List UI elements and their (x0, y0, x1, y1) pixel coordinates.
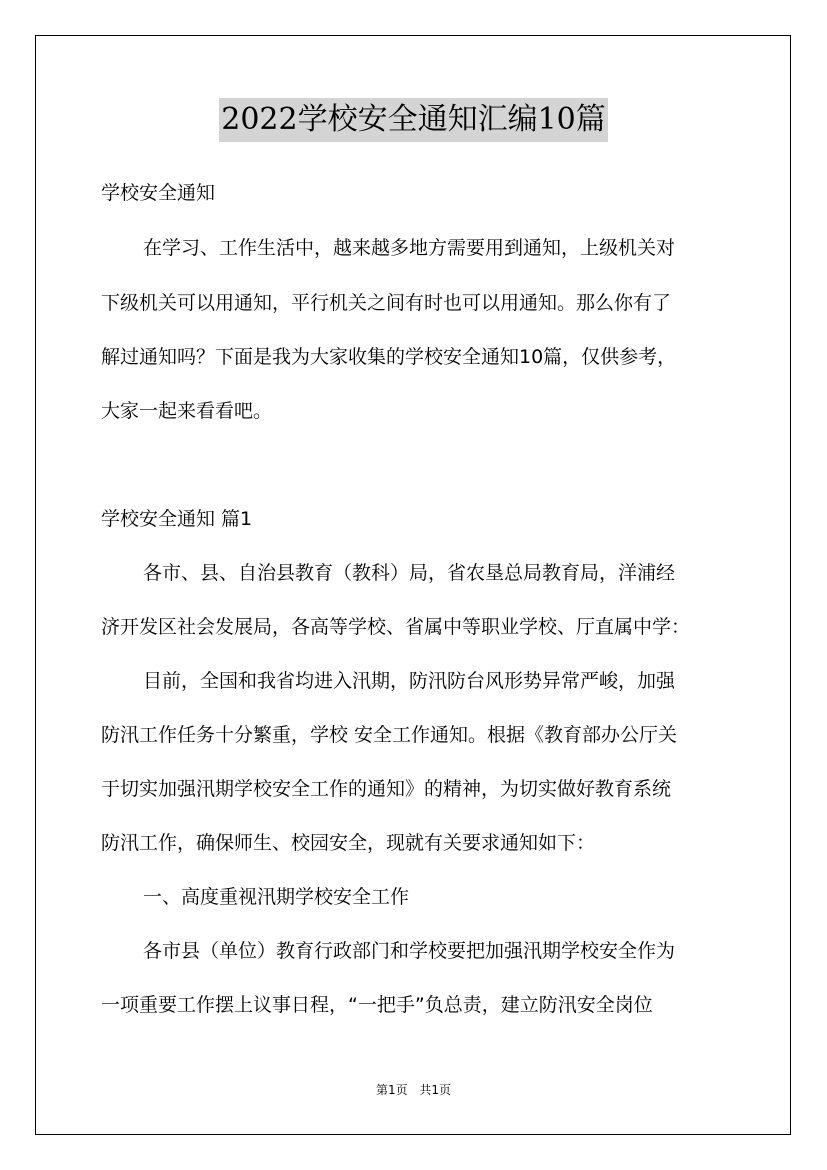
section-heading-intro: 学校安全通知 (101, 182, 216, 204)
page-number-current: 第1页 (375, 1083, 408, 1097)
section-heading-part1: 学校安全通知 篇1 (101, 508, 253, 530)
paragraph-line: 防汛工作任务十分繁重，学校 安全工作通知。根据《教育部办公厅关 (101, 724, 678, 746)
title-container (0, 98, 827, 142)
subsection-heading: 一、高度重视汛期学校安全工作 (143, 886, 410, 908)
paragraph-line: 目前，全国和我省均进入汛期，防汛防台风形势异常严峻，加强 (143, 670, 676, 692)
paragraph-line: 于切实加强汛期学校安全工作的通知》的精神，为切实做好教育系统 (101, 778, 672, 800)
document-title: 2022学校安全通知汇编10篇 (219, 98, 608, 142)
paragraph-line: 大家一起来看看吧。 (101, 400, 273, 422)
paragraph-line: 解过通知吗？下面是我为大家收集的学校安全通知10篇，仅供参考， (101, 346, 677, 368)
page-number-total: 共1页 (419, 1083, 452, 1097)
paragraph-line: 下级机关可以用通知，平行机关之间有时也可以用通知。那么你有了 (101, 292, 672, 314)
paragraph-line: 防汛工作，确保师生、校园安全，现就有关要求通知如下： (101, 832, 596, 854)
paragraph-line: 各市、县、自治县教育（教科）局，省农垦总局教育局，洋浦经 (143, 562, 676, 584)
paragraph-line: 济开发区社会发展局，各高等学校、省属中等职业学校、厅直属中学： (101, 616, 691, 638)
page-footer (0, 1082, 827, 1098)
paragraph-line: 一项重要工作摆上议事日程，“一把手”负总责，建立防汛安全岗位 (101, 994, 653, 1016)
paragraph-line: 各市县（单位）教育行政部门和学校要把加强汛期学校安全作为 (143, 940, 676, 962)
paragraph-line: 在学习、工作生活中，越来越多地方需要用到通知，上级机关对 (143, 237, 676, 259)
